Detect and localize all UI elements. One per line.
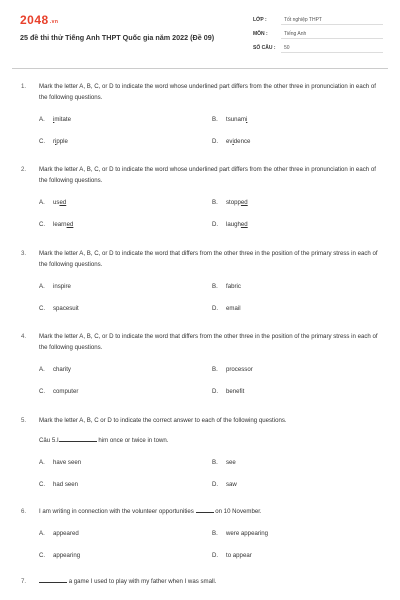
option-a[interactable]: A. appeared	[39, 530, 79, 537]
question-number: 5.	[21, 417, 27, 424]
option-a[interactable]: A. inspire	[39, 283, 71, 290]
question-number: 3.	[21, 250, 27, 257]
option-c[interactable]: C. ripple	[39, 138, 68, 145]
option-a[interactable]: A. charity	[39, 366, 71, 373]
question-text: a game I used to play with my father when I was small.	[39, 576, 379, 587]
option-c[interactable]: C. appearing	[39, 552, 81, 559]
option-a[interactable]: A. have seen	[39, 459, 82, 466]
answer-blank	[59, 434, 97, 442]
option-d[interactable]: D. to appear	[212, 552, 252, 559]
question-number: 7.	[21, 578, 27, 585]
option-d[interactable]: D. laughed	[212, 221, 248, 228]
header-divider	[12, 68, 388, 69]
option-b[interactable]: B. were appearing	[212, 530, 269, 537]
option-c[interactable]: C. learned	[39, 221, 74, 228]
question-number: 1.	[21, 83, 27, 90]
answer-blank	[196, 506, 214, 513]
option-c[interactable]: C. had seen	[39, 481, 79, 488]
option-a[interactable]: A. used	[39, 199, 67, 206]
document-header: 2048.vn 25 đề thi thử Tiếng Anh THPT Quốc gia năm 2022 (Đề 09) LỚP : Tốt nghiệp THPT MÔN : Tiếng Anh SỐ CÂU : 50	[0, 0, 400, 64]
site-logo[interactable]: 2048.vn	[20, 13, 59, 27]
option-b[interactable]: B. tsunami	[212, 116, 248, 123]
document-title: 25 đề thi thử Tiếng Anh THPT Quốc gia năm 2022 (Đề 09)	[20, 33, 215, 42]
question-text: I am writing in connection with the volunteer opportunities on 10 November.	[39, 508, 262, 515]
option-b[interactable]: B. processor	[212, 366, 253, 373]
option-d[interactable]: D. benefit	[212, 388, 245, 395]
question-number: 4.	[21, 333, 27, 340]
option-b[interactable]: B. stopped	[212, 199, 248, 206]
option-d[interactable]: D. evidence	[212, 138, 251, 145]
option-c[interactable]: C. spacesuit	[39, 305, 79, 312]
question-number: 6.	[21, 508, 27, 515]
question-text: Mark the letter A, B, C, or D to indicate the word that differs from the other three in the position of the primary stress in each of the following questions.	[39, 250, 378, 268]
option-b[interactable]: B. see	[212, 459, 236, 466]
question-stem: Câu 5.I him once or twice in town.	[39, 434, 168, 446]
question-text: Mark the letter A, B, C, or D to indicate the word whose underlined part differs from the other three in pronunciation in each of the following questions.	[39, 166, 376, 184]
question-number: 2.	[21, 166, 27, 173]
answer-blank	[39, 576, 67, 583]
option-d[interactable]: D. saw	[212, 481, 237, 488]
option-b[interactable]: B. fabric	[212, 283, 241, 290]
option-c[interactable]: C. computer	[39, 388, 79, 395]
option-d[interactable]: D. email	[212, 305, 241, 312]
question-text: Mark the letter A, B, C, or D to indicate the word that differs from the other three in the position of the primary stress in each of the following questions.	[39, 333, 378, 351]
question-text: Mark the letter A, B, C, or D to indicate the word whose underlined part differs from the other three in pronunciation in each of the following questions.	[39, 83, 376, 101]
option-a[interactable]: A. imitate	[39, 116, 71, 123]
question-text: Mark the letter A, B, C or D to indicate the correct answer to each of the following questions.	[39, 417, 287, 424]
